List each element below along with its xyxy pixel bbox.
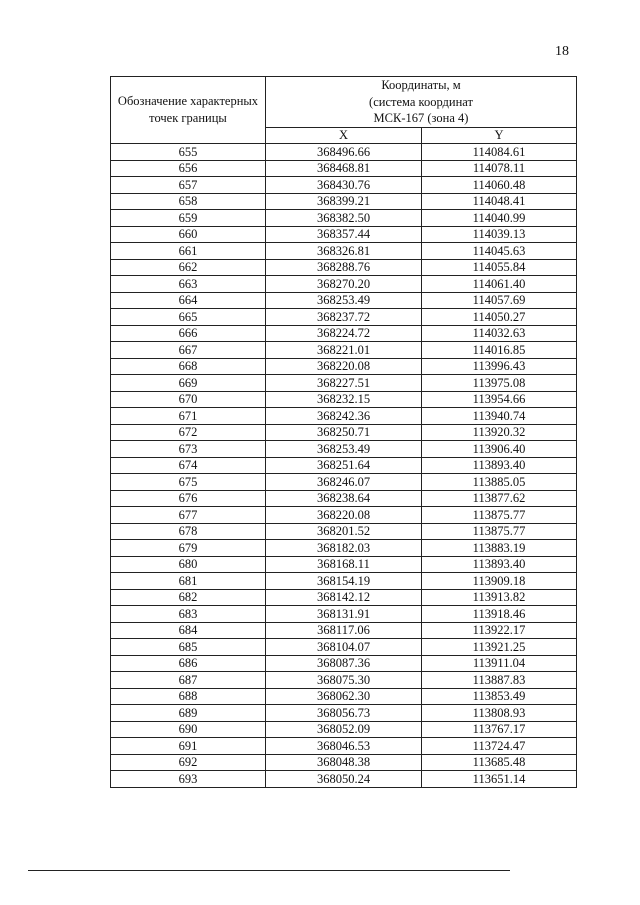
x-coordinate-cell: 368227.51 [266,375,422,392]
point-id-cell: 659 [111,210,266,227]
x-coordinate-cell: 368075.30 [266,672,422,689]
x-coordinate-cell: 368131.91 [266,606,422,623]
table-row [111,210,577,227]
y-coordinate-cell: 113808.93 [422,705,577,722]
point-id-cell: 660 [111,226,266,243]
point-id-cell: 664 [111,292,266,309]
x-coordinate-cell: 368062.30 [266,688,422,705]
bottom-divider [28,870,510,871]
point-id-cell: 680 [111,556,266,573]
y-coordinate-cell: 113767.17 [422,721,577,738]
x-coordinate-cell: 368050.24 [266,771,422,788]
y-column-header: Y [422,128,577,144]
table-row [111,639,577,656]
point-id-cell: 692 [111,754,266,771]
table-header [111,77,577,144]
x-coordinate-cell: 368250.71 [266,424,422,441]
table-row [111,144,577,161]
x-coordinate-cell: 368430.76 [266,177,422,194]
table-row [111,540,577,557]
y-coordinate-cell: 113853.49 [422,688,577,705]
table-row [111,441,577,458]
table-row [111,523,577,540]
point-id-cell: 655 [111,144,266,161]
table-row [111,688,577,705]
y-coordinate-cell: 113913.82 [422,589,577,606]
table-body [111,144,577,788]
table-row [111,226,577,243]
point-id-cell: 689 [111,705,266,722]
y-coordinate-cell: 113875.77 [422,523,577,540]
x-coordinate-cell: 368104.07 [266,639,422,656]
y-coordinate-cell: 113724.47 [422,738,577,755]
y-coordinate-cell: 113893.40 [422,556,577,573]
table-row [111,325,577,342]
point-id-cell: 677 [111,507,266,524]
point-id-cell: 686 [111,655,266,672]
y-coordinate-cell: 113996.43 [422,358,577,375]
table-row [111,391,577,408]
x-coordinate-cell: 368142.12 [266,589,422,606]
page-number: 18 [555,44,569,59]
y-coordinate-cell: 113909.18 [422,573,577,590]
table-row [111,309,577,326]
point-id-cell: 658 [111,193,266,210]
x-coordinate-cell: 368246.07 [266,474,422,491]
x-coordinate-cell: 368201.52 [266,523,422,540]
y-coordinate-cell: 113651.14 [422,771,577,788]
x-coordinate-cell: 368238.64 [266,490,422,507]
coordinates-header-line: (система координат [369,94,473,109]
table-row [111,705,577,722]
point-id-cell: 691 [111,738,266,755]
table-row [111,424,577,441]
x-coordinate-cell: 368224.72 [266,325,422,342]
x-coordinate-cell: 368253.49 [266,441,422,458]
x-coordinate-cell: 368326.81 [266,243,422,260]
y-coordinate-cell: 113875.77 [422,507,577,524]
y-coordinate-cell: 113921.25 [422,639,577,656]
y-coordinate-cell: 114016.85 [422,342,577,359]
point-id-cell: 665 [111,309,266,326]
table-row [111,655,577,672]
point-id-cell: 667 [111,342,266,359]
table-row [111,738,577,755]
x-coordinate-cell: 368087.36 [266,655,422,672]
x-coordinate-cell: 368056.73 [266,705,422,722]
table-row [111,672,577,689]
y-coordinate-cell: 113906.40 [422,441,577,458]
point-designation-header: Обозначение характерных точек границы [111,77,266,144]
x-coordinate-cell: 368251.64 [266,457,422,474]
table-row [111,474,577,491]
y-coordinate-cell: 113685.48 [422,754,577,771]
x-coordinate-cell: 368270.20 [266,276,422,293]
y-coordinate-cell: 113883.19 [422,540,577,557]
point-id-cell: 687 [111,672,266,689]
x-coordinate-cell: 368253.49 [266,292,422,309]
y-coordinate-cell: 113887.83 [422,672,577,689]
point-id-cell: 666 [111,325,266,342]
y-coordinate-cell: 113877.62 [422,490,577,507]
table-row [111,606,577,623]
x-coordinate-cell: 368048.38 [266,754,422,771]
table-row [111,721,577,738]
y-coordinate-cell: 114040.99 [422,210,577,227]
y-coordinate-cell: 114078.11 [422,160,577,177]
y-coordinate-cell: 113954.66 [422,391,577,408]
point-id-cell: 670 [111,391,266,408]
y-coordinate-cell: 114039.13 [422,226,577,243]
point-id-cell: 662 [111,259,266,276]
table-row [111,589,577,606]
point-id-cell: 671 [111,408,266,425]
y-coordinate-cell: 113885.05 [422,474,577,491]
y-coordinate-cell: 114084.61 [422,144,577,161]
table-row [111,259,577,276]
y-coordinate-cell: 113918.46 [422,606,577,623]
table-row [111,490,577,507]
y-coordinate-cell: 114055.84 [422,259,577,276]
point-id-cell: 685 [111,639,266,656]
point-id-cell: 668 [111,358,266,375]
x-column-header: X [266,128,422,144]
y-coordinate-cell: 113922.17 [422,622,577,639]
y-coordinate-cell: 114045.63 [422,243,577,260]
x-coordinate-cell: 368496.66 [266,144,422,161]
x-coordinate-cell: 368288.76 [266,259,422,276]
x-coordinate-cell: 368220.08 [266,358,422,375]
y-coordinate-cell: 113893.40 [422,457,577,474]
y-coordinate-cell: 113975.08 [422,375,577,392]
x-coordinate-cell: 368357.44 [266,226,422,243]
table-row [111,771,577,788]
y-coordinate-cell: 114032.63 [422,325,577,342]
point-id-cell: 688 [111,688,266,705]
x-coordinate-cell: 368399.21 [266,193,422,210]
point-id-cell: 690 [111,721,266,738]
point-id-cell: 663 [111,276,266,293]
x-coordinate-cell: 368220.08 [266,507,422,524]
table-row [111,243,577,260]
x-coordinate-cell: 368382.50 [266,210,422,227]
point-id-cell: 675 [111,474,266,491]
point-id-cell: 678 [111,523,266,540]
x-coordinate-cell: 368232.15 [266,391,422,408]
y-coordinate-cell: 114061.40 [422,276,577,293]
table-row [111,573,577,590]
point-id-cell: 682 [111,589,266,606]
table-row [111,556,577,573]
point-id-cell: 669 [111,375,266,392]
x-coordinate-cell: 368046.53 [266,738,422,755]
x-coordinate-cell: 368237.72 [266,309,422,326]
x-coordinate-cell: 368221.01 [266,342,422,359]
table-row [111,457,577,474]
y-coordinate-cell: 114057.69 [422,292,577,309]
y-coordinate-cell: 114048.41 [422,193,577,210]
point-id-cell: 656 [111,160,266,177]
coordinates-header [266,77,577,128]
x-coordinate-cell: 368154.19 [266,573,422,590]
table-row [111,276,577,293]
y-coordinate-cell: 114060.48 [422,177,577,194]
table-row [111,292,577,309]
x-coordinate-cell: 368052.09 [266,721,422,738]
x-coordinate-cell: 368168.11 [266,556,422,573]
point-id-cell: 672 [111,424,266,441]
y-coordinate-cell: 113911.04 [422,655,577,672]
y-coordinate-cell: 113940.74 [422,408,577,425]
point-id-cell: 674 [111,457,266,474]
point-id-cell: 679 [111,540,266,557]
point-id-cell: 673 [111,441,266,458]
table-row [111,160,577,177]
table-row [111,754,577,771]
point-id-cell: 676 [111,490,266,507]
x-coordinate-cell: 368117.06 [266,622,422,639]
table-row [111,507,577,524]
table-row [111,358,577,375]
table-row [111,177,577,194]
table-row [111,408,577,425]
table-row [111,342,577,359]
y-coordinate-cell: 114050.27 [422,309,577,326]
point-id-cell: 684 [111,622,266,639]
point-id-cell: 661 [111,243,266,260]
coordinates-table [110,76,577,788]
point-id-cell: 681 [111,573,266,590]
x-coordinate-cell: 368182.03 [266,540,422,557]
table-row [111,622,577,639]
coordinates-header-line: Координаты, м [381,78,461,93]
x-coordinate-cell: 368242.36 [266,408,422,425]
y-coordinate-cell: 113920.32 [422,424,577,441]
coordinates-header-line: МСК-167 (зона 4) [373,111,469,126]
table-row [111,193,577,210]
table-row [111,375,577,392]
point-id-cell: 683 [111,606,266,623]
x-coordinate-cell: 368468.81 [266,160,422,177]
point-id-cell: 693 [111,771,266,788]
point-id-cell: 657 [111,177,266,194]
